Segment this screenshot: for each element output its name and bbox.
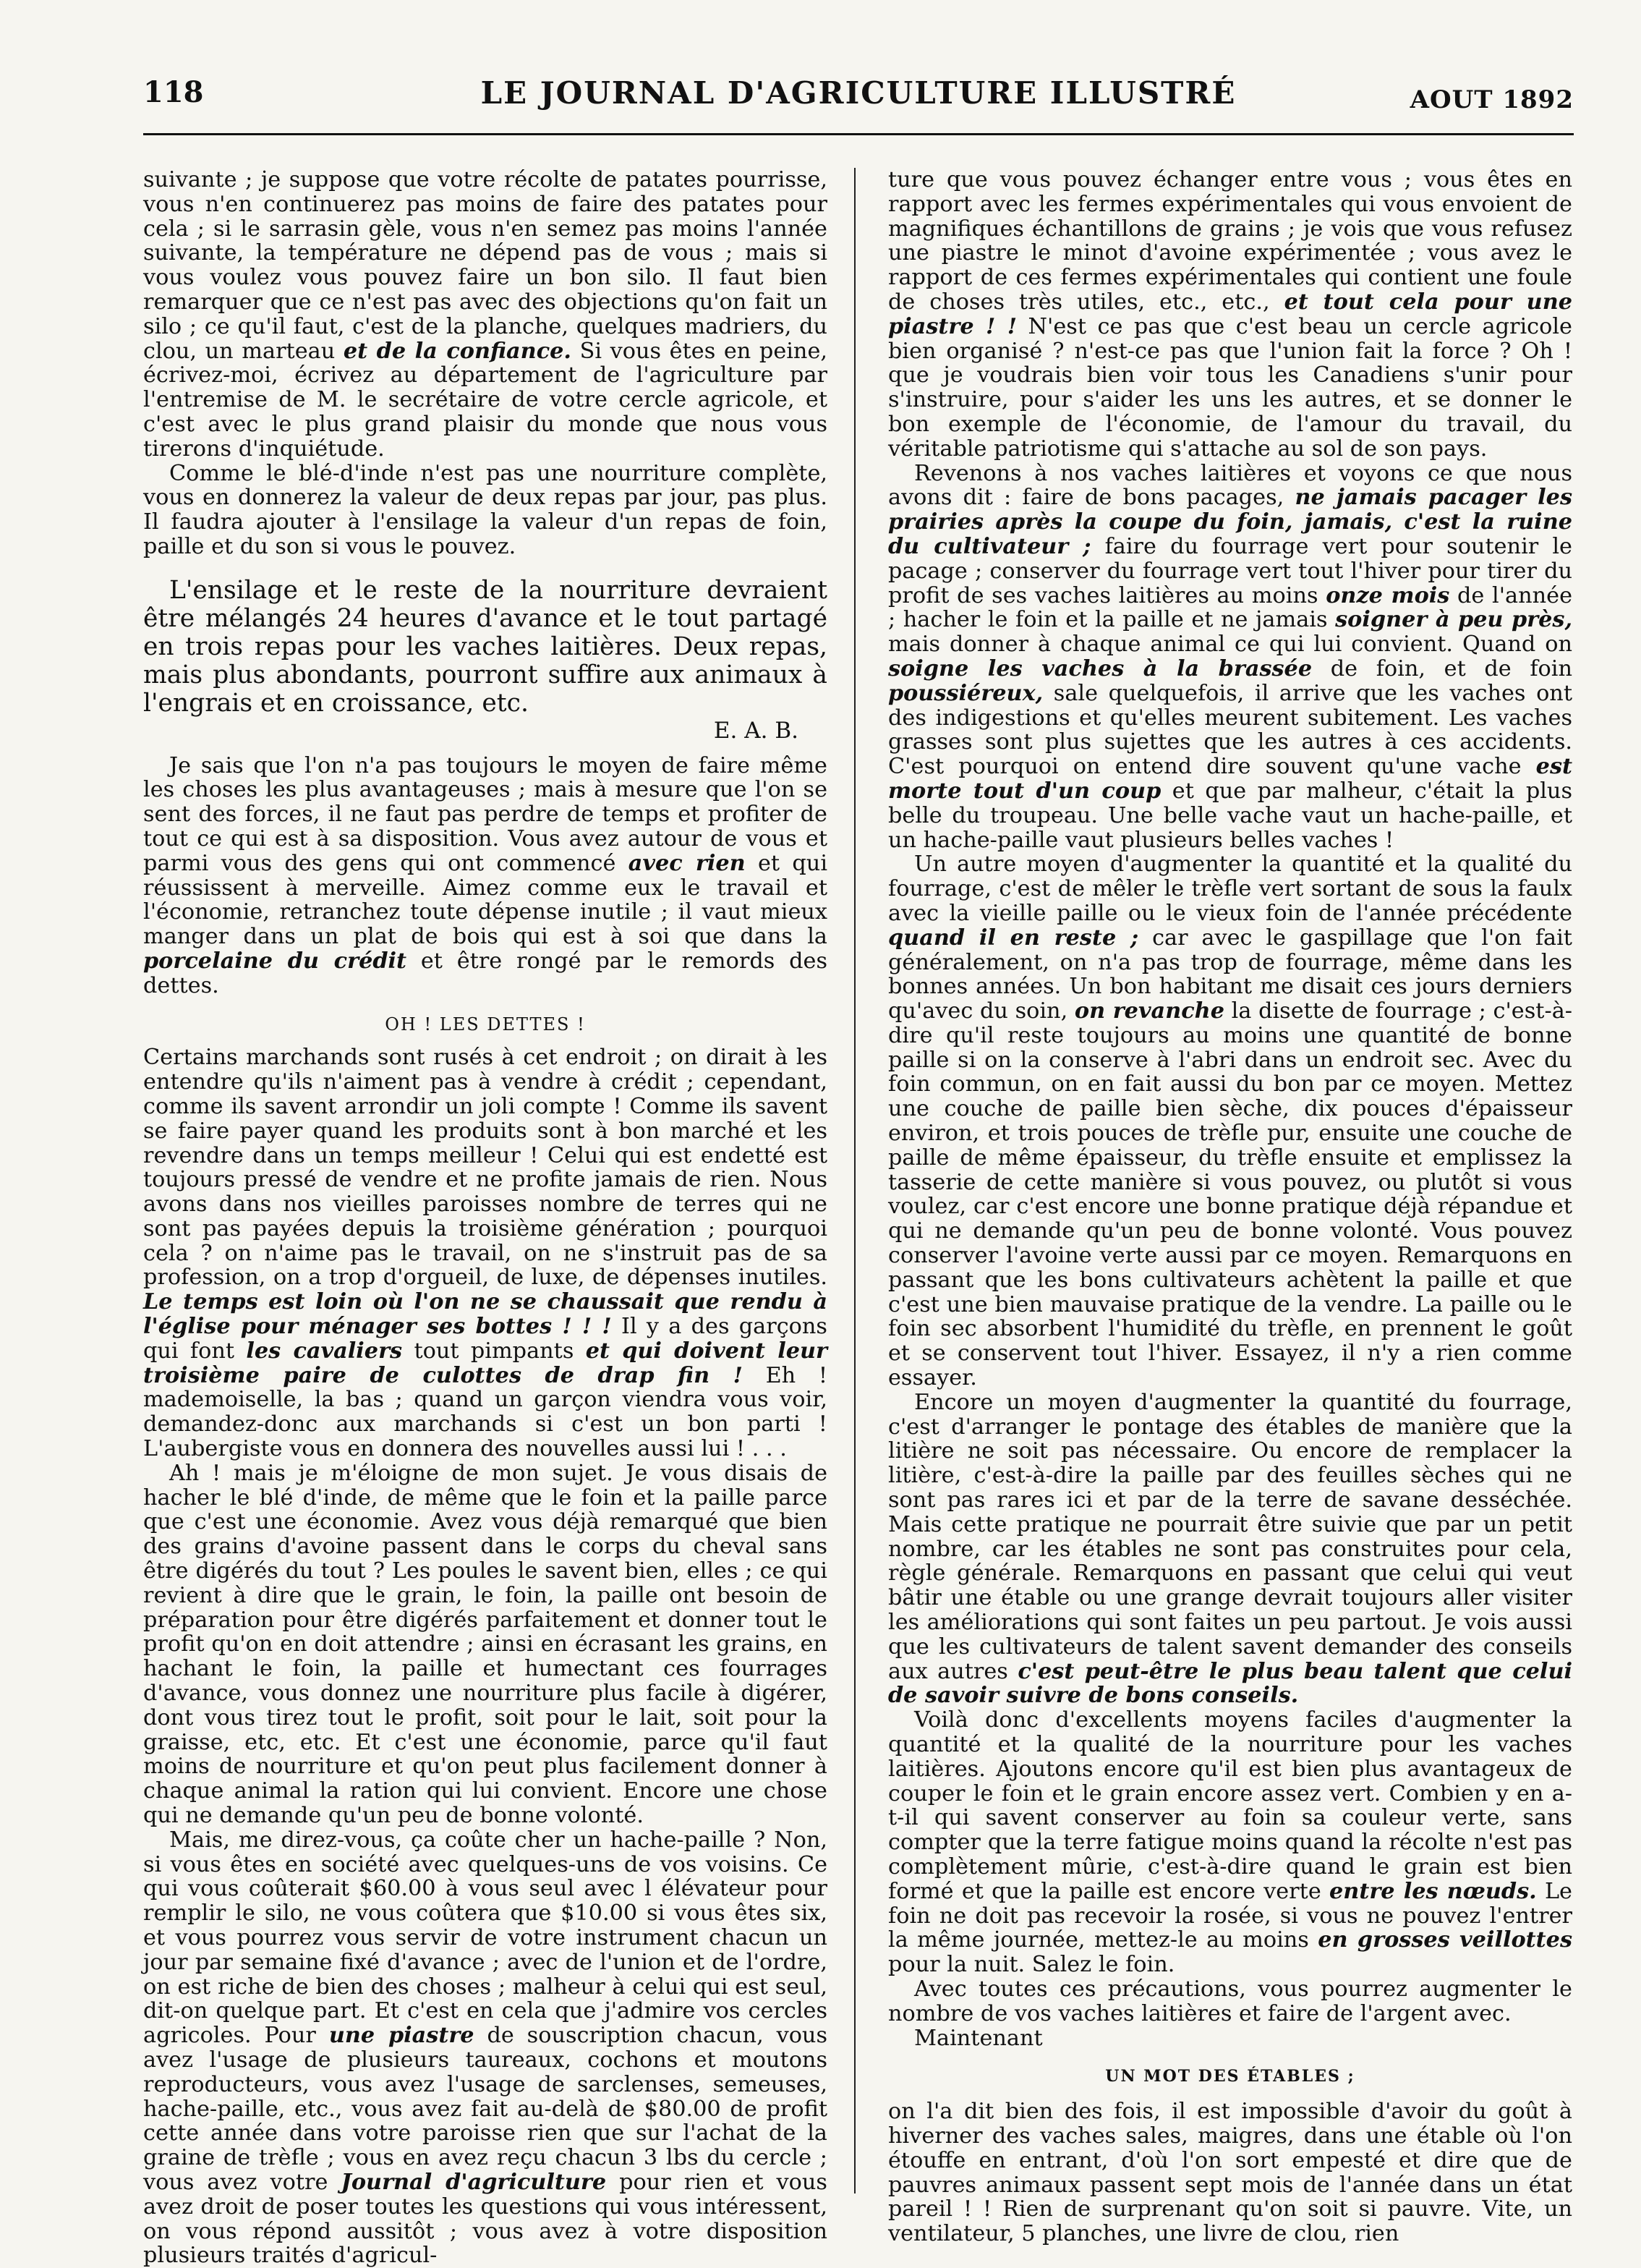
author-signature: E. A. B. [713, 717, 798, 744]
paragraph: Voilà donc d'excellents moyens faciles d'augmenter la quantité et la qualité de la nourriture pour les vaches laitières. Ajoutons encore qu'il est bien plus avantageux de couper le foin et le grain encore assez vert. Combien y en a-t-il qui savent conserver au foin sa couleur verte, sans compter que la terre fatigue moins quand la récolte n'est pas complètement mûrie, c'est-à-dire quand le grain est bien formé et que la paille est encore verte entre les nœuds. Le foin ne doit pas recevoir la rosée, si vous ne pouvez l'entrer la même journée, mettez-le au moins en grosses veillottes pour la nuit. Salez le foin. [888, 1707, 1572, 1978]
paragraph: on l'a dit bien des fois, il est impossible d'avoir du goût à hiverner des vaches sales, maigres, dans une étable où l'on étouffe en entrant, d'où l'on sort empesté et dire que de pauvres animaux passent sept mois de l'année dans un état pareil ! ! Rien de surprenant qu'on soit si pauvre. Vite, un ventilateur, 5 planches, une livre de clou, rien [888, 2099, 1572, 2247]
paragraph: Maintenant [914, 2025, 1043, 2051]
paragraph: Certains marchands sont rusés à cet endroit ; on dirait à les entendre qu'ils n'aiment pas à vendre à crédit ; cependant, comme ils savent arrondir un joli compte ! Comme ils savent se faire payer quand les produits sont à bon marché et les revendre dans un temps meilleur ! Celui qui est endetté est toujours pressé de vendre et ne profite jamais de rien. Nous avons dans nos vieilles paroisses nombre de terres qui ne sont pas payées depuis la troisième génération ; pourquoi cela ? on n'aime pas le travail, on ne s'instruit pas de sa profession, on a trop d'orgueil, de luxe, de dépenses inutiles. Le temps est loin où l'on ne se chaussait que rendu à l'église pour ménager ses bottes ! ! ! Il y a des garçons qui font les cavaliers tout pimpants et qui doivent leur troisième paire de culottes de drap fin ! Eh ! mademoiselle, la bas ; quand un garçon viendra vous voir, demandez-donc aux marchands si c'est un bon parti ! L'aubergiste vous en donnera des nouvelles aussi lui ! . . . [143, 1045, 827, 1462]
section-heading: OH ! LES DETTES ! [385, 1014, 586, 1035]
paragraph: ture que vous pouvez échanger entre vous ; vous êtes en rapport avec les fermes expérimentales qui vous envoient de magnifiques échantillons de grains ; je vois que vous refusez une piastre le minot d'avoine expérimentée ; vous avez le rapport de ces fermes expérimentales qui contient une foule de choses très utiles, etc., etc., et tout cela pour une piastre ! ! N'est ce pas que c'est beau un cercle agricole bien organisé ? n'est-ce pas que l'union fait la force ? Oh ! que je voudrais bien voir tous les Canadiens s'unir pour s'instruire, pour s'aider les uns les autres, et se donner le bon exemple de l'économie, de l'amour du travail, du véritable patriotisme qui s'attache au sol de son pays. [888, 167, 1572, 462]
paragraph: Encore un moyen d'augmenter la quantité du fourrage, c'est d'arranger le pontage des étables de manière que la litière ne soit pas nécessaire. Ou encore de remplacer la litière, c'est-à-dire la paille par des feuilles sèches qui ne sont pas rares ici et par de la terre de savane desséchée. Mais cette pratique ne pourrait être suivie que par un petit nombre, car les étables ne sont pas construites pour cela, règle générale. Remarquons en passant que celui qui veut bâtir une étable ou une grange devrait toujours aller visiter les améliorations qui sont faites un peu partout. Je vois aussi que les cultivateurs de talent savent demander des conseils aux autres c'est peut-être le plus beau talent que celui de savoir suivre de bons conseils. [888, 1389, 1572, 1709]
section-heading: UN MOT DES ÉTABLES ; [1105, 2067, 1355, 2086]
page-header [143, 67, 1574, 135]
paragraph: Comme le blé-d'inde n'est pas une nourriture complète, vous en donnerez la valeur de deux repas par jour, pas plus. Il faudra ajouter à l'ensilage la valeur d'un repas de foin, paille et du son si vous le pouvez. [143, 460, 827, 559]
paragraph: Je sais que l'on n'a pas toujours le moyen de faire même les choses les plus avantageuses ; mais à mesure que l'on se sent des forces, il ne faut pas perdre de temps et profiter de tout ce qui est à sa disposition. Vous avez autour de vous et parmi vous des gens qui ont commencé avec rien et qui réussissent à merveille. Aimez comme eux le travail et l'économie, retranchez toute dépense inutile ; il vaut mieux manger dans un plat de bois qui est à soi que dans la porcelaine du crédit et être rongé par le remords des dettes. [143, 752, 828, 998]
column-divider [854, 168, 856, 2193]
paragraph: Mais, me direz-vous, ça coûte cher un hache-paille ? Non, si vous êtes en société avec quelques-uns de vos voisins. Ce qui vous coûterait $60.00 à vous seul avec l élévateur pour remplir le silo, ne vous coûtera que $10.00 si vous êtes six, et vous pourrez vous servir de votre instrument chacun un jour par semaine fixé d'avance ; avec de l'union et de l'ordre, on est riche de bien des choses ; malheur à celui qui est seul, dit-on quelque part. Et c'est en cela que j'admire vos cercles agricoles. Pour une piastre de souscription chacun, vous avez l'usage de plusieurs taureaux, cochons et moutons reproducteurs, vous avez l'usage de sarclenses, semeuses, hache-paille, etc., vous avez fait au-delà de $80.00 de profit cette année dans votre paroisse rien que sur l'achat de la graine de trèfle ; vous en avez reçu chacun 3 lbs du cercle ; vous avez votre Journal d'agriculture pour rien et vous avez droit de poser toutes les questions qui vous intéressent, on vous répond aussitôt ; vous avez à votre disposition plusieurs traités d'agricul- [143, 1827, 827, 2268]
journal-title: LE JOURNAL D'AGRICULTURE ILLUSTRÉ [480, 75, 1237, 111]
right-column [888, 167, 1573, 2247]
paragraph: Avec toutes ces précautions, vous pourrez augmenter le nombre de vos vaches laitières et faire de l'argent avec. [888, 1976, 1572, 2026]
emphasized-paragraph: L'ensilage et le reste de la nourriture devraient être mélangés 24 heures d'avance et le tout partagé en trois repas pour les vaches laitières. Deux repas, mais plus abondants, pourront suffire aux animaux à l'engrais et en croissance, etc. [143, 575, 827, 718]
left-column [143, 167, 828, 2268]
page-number: 118 [143, 75, 204, 109]
paragraph: Revenons à nos vaches laitières et voyons ce que nous avons dit : faire de bons pacages, ne jamais pacager les prairies après la coupe du foin, jamais, c'est la ruine du cultivateur ; faire du fourrage vert pour soutenir le pacage ; conserver du fourrage vert tout l'hiver pour tirer du profit de ses vaches laitières au moins onze mois de l'année ; hacher le foin et la paille et ne jamais soigner à peu près, mais donner à chaque animal ce qui lui convient. Quand on soigne les vaches à la brassée de foin, et de foin poussiéreux, sale quelquefois, il arrive que les vaches ont des indigestions et qu'elles meurent subitement. Les vaches grasses sont plus sujettes que les autres à ces accidents. C'est pourquoi on entend dire souvent qu'une vache est morte tout d'un coup et que par malheur, c'était la plus belle du troupeau. Une belle vache vaut un hache-paille, et un hache-paille vaut plusieurs belles vaches ! [888, 460, 1573, 853]
issue-date: AOUT 1892 [1410, 85, 1574, 114]
paragraph: Un autre moyen d'augmenter la quantité et la qualité du fourrage, c'est de mêler le trèfle vert sortant de sous la faulx avec la vieille paille ou le vieux foin de l'année précédente quand il en reste ; car avec le gaspillage que l'on fait généralement, on n'a pas trop de fourrage, même dans les bonnes années. Un bon habitant me disait ces jours derniers qu'avec du soin, on revanche la disette de fourrage ; c'est-à-dire qu'il reste toujours au moins une quantité de bonne paille si on la conserve à l'abri dans un endroit sec. Avec du foin commun, on en fait aussi du bon par ce moyen. Mettez une couche de paille bien sèche, dix pouces d'épaisseur environ, et trois pouces de trèfle pur, ensuite une couche de paille de même épaisseur, du trèfle ensuite et emplissez la tasserie de cette manière si vous pouvez, ou plutôt si vous voulez, car c'est encore une bonne pratique déjà répandue et qui ne demande qu'un peu de bonne volonté. Vous pouvez conserver l'avoine verte aussi par ce moyen. Remarquons en passant que les bons cultivateurs achètent la paille et que c'est une bien mauvaise pratique de la vendre. La paille ou le foin sec absorbent l'humidité du trèfle, en prennent le goût et se conservent tout l'hiver. Essayez, il n'y a rien comme essayer. [888, 851, 1572, 1391]
paragraph: suivante ; je suppose que votre récolte de patates pourrisse, vous n'en continuerez pas moins de faire des patates pour cela ; si le sarrasin gèle, vous n'en semez pas moins l'année suivante, la température ne dépend pas de vous ; mais si vous voulez vous pouvez faire un bon silo. Il faut bien remarquer que ce n'est pas avec des objections qu'on fait un silo ; ce qu'il faut, c'est de la planche, quelques madriers, du clou, un marteau et de la confiance. Si vous êtes en peine, écrivez-moi, écrivez au département de l'agriculture par l'entremise de M. le secrétaire de votre cercle agricole, et c'est avec le plus grand plaisir du monde que nous vous tirerons d'inquiétude. [143, 167, 828, 462]
paragraph: Ah ! mais je m'éloigne de mon sujet. Je vous disais de hacher le blé d'inde, de même que le foin et la paille parce que c'est une économie. Avez vous déjà remarqué que bien des grains d'avoine passent dans le corps du cheval sans être digérés du tout ? Les poules le savent bien, elles ; ce qui revient à dire que le grain, le foin, la paille ont besoin de préparation pour être digérés parfaitement et donner tout le profit qu'on en doit attendre ; ainsi en écrasant les grains, en hachant le foin, la paille et humectant ces fourrages d'avance, vous donnez une nourriture plus facile à digérer, dont vous tirez tout le profit, soit pour le lait, soit pour la graisse, etc, etc. Et c'est une économie, parce qu'il faut moins de nourriture et qu'on peut plus facilement donner à chaque animal la ration qui lui convient. Encore une chose qui ne demande qu'un peu de bonne volonté. [143, 1460, 827, 1829]
